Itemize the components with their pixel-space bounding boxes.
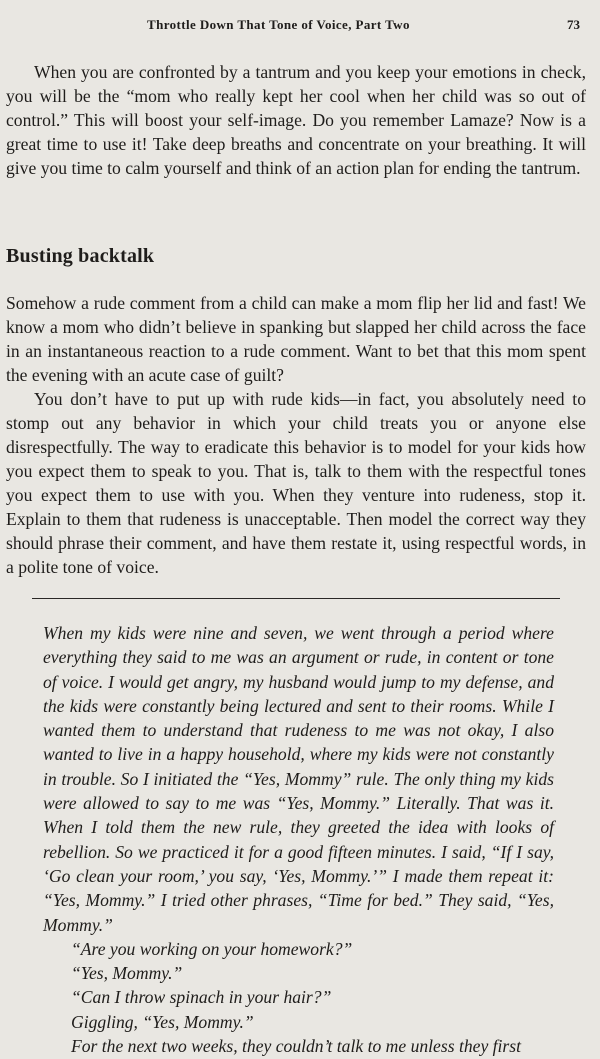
quote-paragraph: When my kids were nine and seven, we went through a period where everything they said to me was an argument or rude, in content or tone of voice. I would get angry, my husband would jump to my defense, and the kids were constantly being lectured and sent to their rooms. While I wanted them to understand that rudeness to me was not okay, I also wanted to live in a happy household, where my kids were not constantly in trouble. So I initiated the “Yes, Mommy” rule. The only thing my kids were allowed to say to me was “Yes, Mommy.” Literally. That was it. When I told them the new rule, they greeted the idea with looks of rebellion. So we practiced it for a good fifteen minutes. I said, “If I say, ‘Go clean your room,’ you say, ‘Yes, Mommy.’” I made them repeat it: “Yes, Mommy.” I tried other phrases, “Time for bed.” They said, “Yes, Mommy.” [43,623,554,935]
horizontal-rule [32,598,560,599]
quote-line: “Can I throw spinach in your hair?” [71,987,332,1008]
intro-text [6,60,586,180]
quote-line: “Are you working on your homework?” [71,938,353,959]
page-number: 73 [567,17,580,32]
section-body [6,291,586,579]
body-paragraph: You don’t have to put up with rude kids—in fact, you absolutely need to stomp out any behavior in which your child treats you or anyone else disrespectfully. The way to eradicate this behavior is to model for your kids how you expect them to speak to you. That is, talk to them with the respectful tones you expect them to use with you. When they venture into rudeness, stop it. Explain to them that rudeness is unacceptable. Then model the correct way they should phrase their comment, and have them restate it, using respectful words, in a polite tone of voice. [6,389,586,577]
section-heading: Busting backtalk [6,245,155,267]
body-paragraph: Somehow a rude comment from a child can make a mom flip her lid and fast! We know a mom who didn’t believe in spanking but slapped her child across the face in an instantaneous reaction to a rude comment. Want to bet that this mom spent the evening with an acute case of guilt? [6,293,586,385]
sidebar-quote [43,621,554,1058]
quote-line: “Yes, Mommy.” [71,963,183,984]
quote-line: For the next two weeks, they couldn’t talk to me unless they first [71,1036,522,1057]
running-title: Throttle Down That Tone of Voice, Part Two [147,17,410,32]
page-header [0,17,600,41]
body-paragraph: When you are confronted by a tantrum and you keep your emotions in check, you will be the “mom who really kept her cool when her child was so out of control.” This will boost your self-image. Do you remember Lamaze? Now is a great time to use it! Take deep breaths and concentrate on your breathing. It will give you time to calm yourself and think of an action plan for ending the tantrum. [6,62,586,178]
quote-line: Giggling, “Yes, Mommy.” [71,1011,254,1032]
